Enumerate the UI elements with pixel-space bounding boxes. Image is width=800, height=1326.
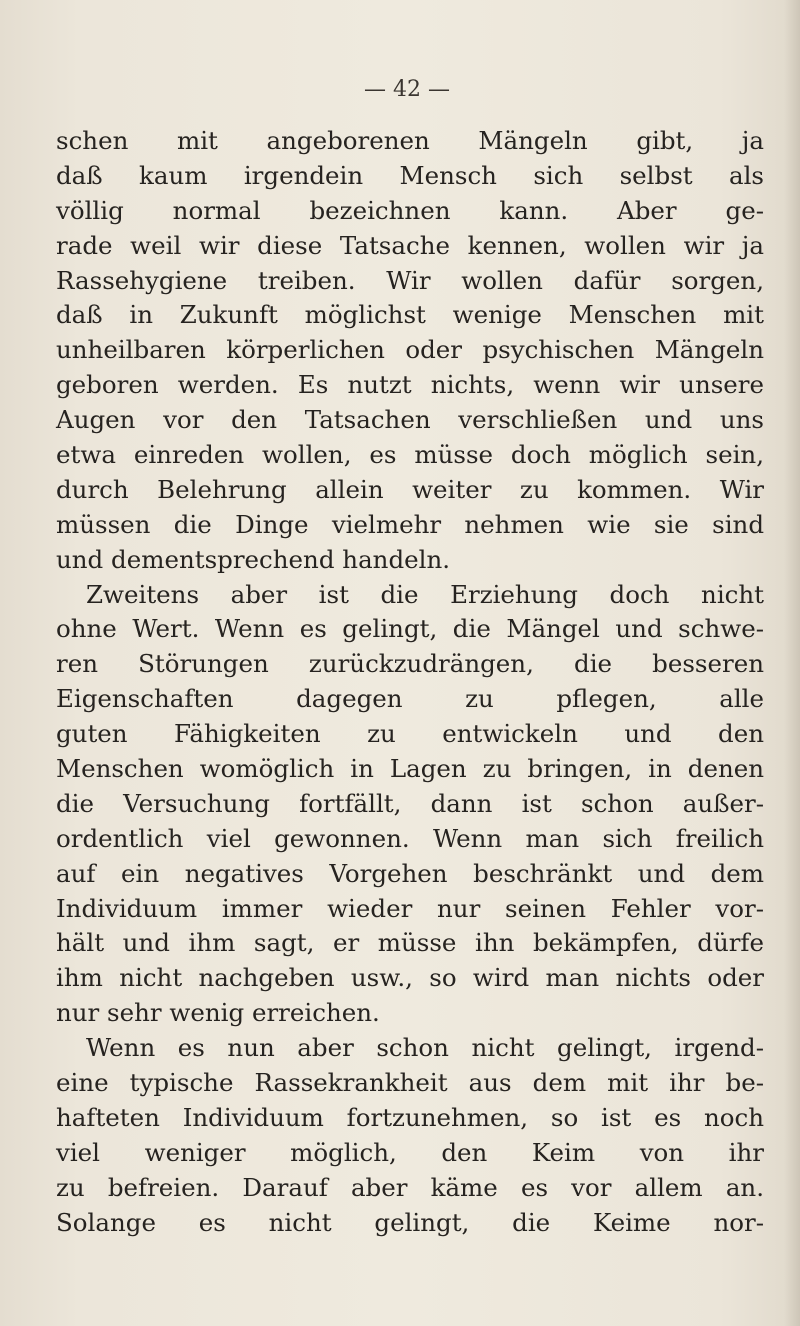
text-line: zu befreien. Darauf aber käme es vor allem an.	[56, 1172, 764, 1202]
page-number: — 42 —	[364, 77, 450, 102]
text-line: geboren werden. Es nutzt nichts, wenn wir unsere	[56, 370, 764, 400]
text-line: ohne Wert. Wenn es gelingt, die Mängel und schwe-	[56, 614, 764, 644]
text-line: ihm nicht nachgeben usw., so wird man nichts oder	[56, 963, 764, 993]
text-line: müssen die Dinge vielmehr nehmen wie sie sind	[56, 509, 764, 539]
text-line: und dementsprechend handeln.	[56, 544, 451, 574]
text-line: Menschen womöglich in Lagen zu bringen, in denen	[56, 754, 764, 784]
text-line: die Versuchung fortfällt, dann ist schon außer-	[56, 788, 764, 818]
text-line: viel weniger möglich, den Keim von ihr	[56, 1137, 764, 1167]
text-line: schen mit angeborenen Mängeln gibt, ja	[56, 126, 764, 155]
text-line: hafteten Individuum fortzunehmen, so ist es noch	[56, 1102, 764, 1132]
text-line: Zweitens aber ist die Erziehung doch nicht	[86, 579, 764, 609]
text-line: Eigenschaften dagegen zu pflegen, alle	[56, 684, 764, 714]
text-line: völlig normal bezeichnen kann. Aber ge-	[56, 195, 764, 225]
text-line: guten Fähigkeiten zu entwickeln und den	[56, 719, 764, 749]
text-line: daß in Zukunft möglichst wenige Menschen mit	[56, 300, 764, 330]
text-line: unheilbaren körperlichen oder psychischen Mängeln	[56, 335, 764, 365]
text-line: ordentlich viel gewonnen. Wenn man sich freilich	[56, 823, 764, 853]
body-text	[56, 124, 764, 1241]
text-line: Wenn es nun aber schon nicht gelingt, irgend-	[86, 1033, 764, 1063]
text-line: Solange es nicht gelingt, die Keime nor-	[56, 1207, 764, 1237]
text-line: ren Störungen zurückzudrängen, die besseren	[56, 649, 764, 679]
text-line: Rassehygiene treiben. Wir wollen dafür sorgen,	[56, 265, 764, 295]
text-line: rade weil wir diese Tatsache kennen, wollen wir ja	[56, 230, 764, 260]
text-line: nur sehr wenig erreichen.	[56, 998, 380, 1028]
text-line: auf ein negatives Vorgehen beschränkt und dem	[56, 858, 764, 888]
text-line: Augen vor den Tatsachen verschließen und uns	[56, 405, 764, 435]
text-line: Individuum immer wieder nur seinen Fehler vor-	[56, 893, 764, 923]
text-line: etwa einreden wollen, es müsse doch möglich sein,	[56, 440, 764, 470]
text-line: eine typische Rassekrankheit aus dem mit ihr be-	[56, 1068, 764, 1098]
text-line: hält und ihm sagt, er müsse ihn bekämpfen, dürfe	[56, 928, 764, 958]
text-line: durch Belehrung allein weiter zu kommen. Wir	[56, 474, 764, 504]
text-line: daß kaum irgendein Mensch sich selbst als	[56, 160, 764, 190]
